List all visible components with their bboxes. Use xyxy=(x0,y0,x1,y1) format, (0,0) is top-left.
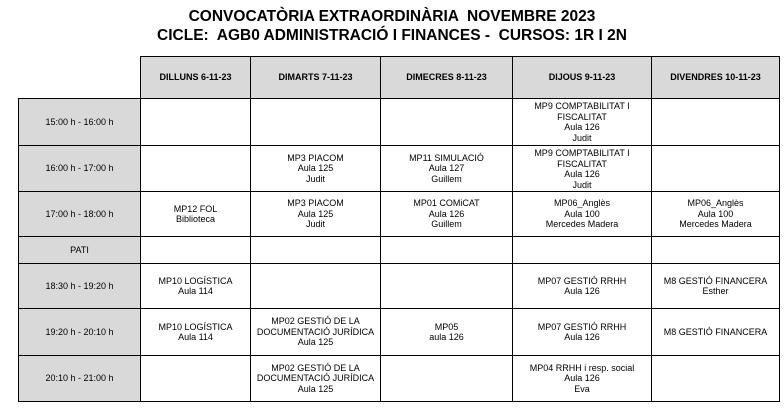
time-slot-row xyxy=(19,356,780,402)
cell-line: Aula 126 xyxy=(428,208,465,219)
cell-line: MP3 PIACOM xyxy=(287,198,344,209)
day-header: DIJOUS 9-11-23 xyxy=(513,57,652,99)
schedule-cell xyxy=(513,309,652,356)
cell-line: Aula 125 xyxy=(297,163,334,174)
schedule-cell xyxy=(251,264,381,309)
cell-line: Aula 100 xyxy=(697,208,734,219)
day-header: DIMARTS 7-11-23 xyxy=(251,57,381,99)
cell-line: MP05 xyxy=(434,321,459,332)
schedule-cell xyxy=(381,264,513,309)
time-slot-row xyxy=(19,309,780,356)
cell-line: FISCALITAT xyxy=(557,111,607,122)
cell-line: Aula 126 xyxy=(564,286,600,296)
cell-line: DOCUMENTACIÓ JURÍDICA xyxy=(256,373,375,384)
schedule-cell xyxy=(141,192,251,237)
cell-line: M8 GESTIÓ FINANCERA xyxy=(663,326,768,337)
day-header: DIVENDRES 10-11-23 xyxy=(652,57,780,99)
cell-line: MP12 FOL xyxy=(173,203,218,214)
cell-line: Aula 125 xyxy=(297,383,334,394)
schedule-cell xyxy=(141,309,251,356)
cell-line: Guillem xyxy=(431,173,462,184)
schedule-cell xyxy=(652,264,780,309)
schedule-cell xyxy=(381,237,513,264)
time-slot-row xyxy=(19,237,780,264)
schedule-cell xyxy=(251,237,381,264)
cell-line: Aula 114 xyxy=(178,332,213,342)
cell-line: Aula 127 xyxy=(428,163,465,174)
schedule-cell xyxy=(513,146,652,192)
schedule-table xyxy=(18,56,780,402)
schedule-cell xyxy=(381,192,513,237)
time-slot-row xyxy=(19,99,780,146)
time-slot-row xyxy=(19,192,780,237)
time-slot-label: 17:00 h - 18:00 h xyxy=(19,192,141,237)
time-slot-row xyxy=(19,146,780,192)
cell-line: MP07 GESTIÓ RRHH xyxy=(537,275,627,286)
schedule-cell xyxy=(513,99,652,146)
day-header: DILLUNS 6-11-23 xyxy=(141,57,251,99)
cell-line: Judit xyxy=(305,219,325,230)
cell-line: MP10 LOGÍSTICA xyxy=(158,275,233,286)
time-slot-label: 19:20 h - 20:10 h xyxy=(19,309,141,356)
schedule-cell xyxy=(652,192,780,237)
schedule-cell xyxy=(652,146,780,192)
cell-line: Biblioteca xyxy=(175,214,216,224)
cell-line: MP9 COMPTABILITAT I xyxy=(534,101,630,111)
cell-line: MP10 LOGÍSTICA xyxy=(158,321,233,332)
time-slot-row xyxy=(19,264,780,309)
cell-line: Aula 126 xyxy=(564,122,600,132)
time-slot-label: 15:00 h - 16:00 h xyxy=(19,99,141,146)
schedule-cell xyxy=(141,356,251,402)
schedule-cell xyxy=(652,99,780,146)
title-line-2: CICLE: AGB0 ADMINISTRACIÓ I FINANCES - CURSOS: 1R I 2N xyxy=(157,27,627,44)
cell-line: MP02 GESTIÓ DE LA xyxy=(271,362,360,373)
cell-line: Aula 114 xyxy=(178,286,213,296)
cell-line: DOCUMENTACIÓ JURÍDICA xyxy=(256,326,375,337)
schedule-cell xyxy=(513,264,652,309)
schedule-cell xyxy=(381,309,513,356)
schedule-cell xyxy=(251,146,381,192)
cell-line: MP3 PIACOM xyxy=(287,152,344,163)
cell-line: Aula 125 xyxy=(297,208,334,219)
schedule-cell xyxy=(652,356,780,402)
time-slot-label: 16:00 h - 17:00 h xyxy=(19,146,141,192)
cell-line: Aula 126 xyxy=(564,169,600,179)
schedule-cell xyxy=(513,237,652,264)
cell-line: MP11 SIMULACIÓ xyxy=(409,152,484,163)
schedule-cell xyxy=(141,264,251,309)
time-slot-label: PATI xyxy=(19,237,141,264)
time-slot-label: 20:10 h - 21:00 h xyxy=(19,356,141,402)
schedule-cell xyxy=(251,99,381,146)
cell-line: Aula 126 xyxy=(564,332,600,342)
schedule-cell xyxy=(381,356,513,402)
cell-line: Mercedes Madera xyxy=(679,219,752,230)
cell-line: MP06_Anglès xyxy=(687,198,744,209)
cell-line: Aula 126 xyxy=(564,373,600,384)
schedule-cell xyxy=(652,309,780,356)
cell-line: Judit xyxy=(572,179,592,190)
cell-line: MP06_Anglès xyxy=(553,198,611,209)
cell-line: Mercedes Madera xyxy=(545,219,619,230)
document-header xyxy=(0,0,784,45)
cell-line: Aula 100 xyxy=(564,208,600,219)
schedule-cell xyxy=(141,99,251,146)
schedule-cell xyxy=(141,146,251,192)
cell-line: Guillem xyxy=(431,219,462,230)
cell-line: Eva xyxy=(574,383,590,394)
cell-line: Judit xyxy=(305,173,325,184)
day-header: DIMECRES 8-11-23 xyxy=(381,57,513,99)
schedule-cell xyxy=(251,356,381,402)
cell-line: aula 126 xyxy=(429,332,464,342)
cell-line: Esther xyxy=(702,286,729,296)
schedule-cell xyxy=(251,192,381,237)
time-slot-label: 18:30 h - 19:20 h xyxy=(19,264,141,309)
cell-line: MP01 COMiCAT xyxy=(413,198,480,209)
header-row xyxy=(19,57,780,99)
cell-line: MP02 GESTIÓ DE LA xyxy=(271,316,360,327)
cell-line: MP04 RRHH i resp. social xyxy=(529,362,635,373)
schedule-cell xyxy=(513,356,652,402)
schedule-cell xyxy=(652,237,780,264)
cell-line: MP9 COMPTABILITAT I xyxy=(534,148,630,158)
schedule-cell xyxy=(381,146,513,192)
cell-line: Judit xyxy=(572,132,592,143)
corner-cell xyxy=(19,57,141,99)
schedule-cell xyxy=(141,237,251,264)
cell-line: Aula 125 xyxy=(297,337,334,348)
cell-line: FISCALITAT xyxy=(557,158,607,169)
schedule-cell xyxy=(381,99,513,146)
cell-line: MP07 GESTIÓ RRHH xyxy=(537,321,627,332)
cell-line: M8 GESTIÓ FINANCERA xyxy=(663,275,768,286)
schedule-cell xyxy=(251,309,381,356)
schedule-cell xyxy=(513,192,652,237)
title-line-1: CONVOCATÒRIA EXTRAORDINÀRIA NOVEMBRE 2023 xyxy=(188,8,596,25)
